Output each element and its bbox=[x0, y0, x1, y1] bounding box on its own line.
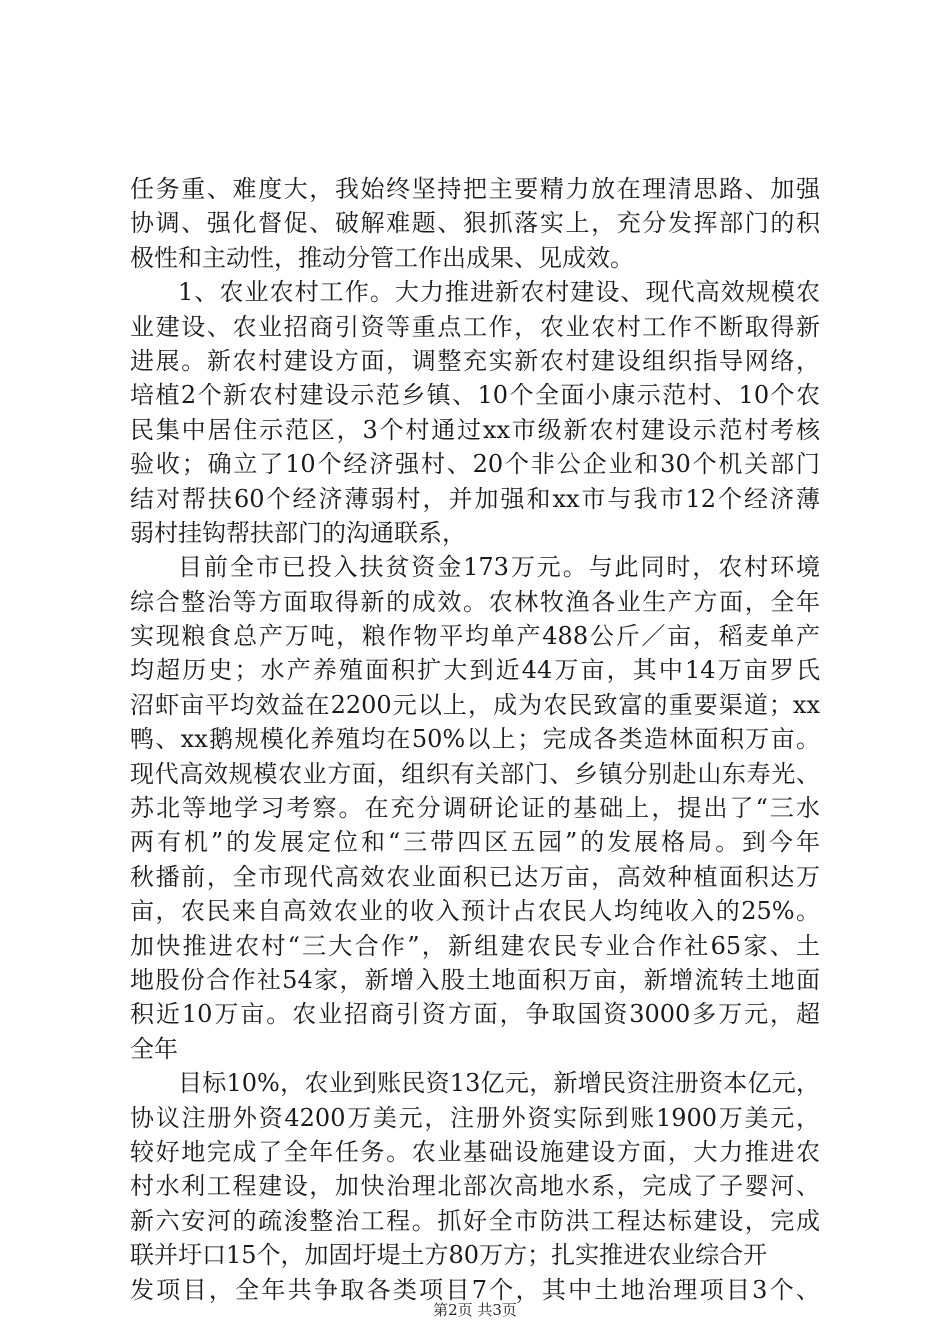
text-line: 业建设、农业招商引资等重点工作，农业农村工作不断取得新 bbox=[130, 312, 820, 341]
text-line: 任务重、难度大，我始终坚持把主要精力放在理清思路、加强 bbox=[130, 175, 820, 203]
page-footer: 第2页 共3页 bbox=[433, 1301, 517, 1319]
text-line: 培植2个新农村建设示范乡镇、10个全面小康示范村、10个农 bbox=[130, 381, 820, 410]
text-line: 结对帮扶60个经济薄弱村，并加强和xx市与我市12个经济薄 bbox=[130, 484, 820, 513]
text-line: 村水利工程建设，加快治理北部次高地水系，完成了子婴河、 bbox=[130, 1172, 820, 1201]
text-line: 实现粮食总产万吨，粮作物平均单产488公斤／亩，稻麦单产 bbox=[130, 622, 820, 651]
text-line: 极性和主动性，推动分管工作出成果、见成效。 bbox=[130, 243, 634, 272]
text-line: 新六安河的疏浚整治工程。抓好全市防洪工程达标建设，完成 bbox=[130, 1206, 820, 1235]
text-line: 地股份合作社54家，新增入股土地面积万亩，新增流转土地面 bbox=[130, 965, 820, 994]
text-line: 苏北等地学习考察。在充分调研论证的基础上，提出了“三水 bbox=[130, 794, 820, 823]
text-line: 沼虾亩平均效益在2200元以上，成为农民致富的重要渠道；xx bbox=[130, 690, 820, 719]
text-line: 进展。新农村建设方面，调整充实新农村建设组织指导网络， bbox=[130, 346, 820, 375]
text-line: 现代高效规模农业方面，组织有关部门、乡镇分别赴山东寿光、 bbox=[130, 759, 820, 788]
text-line: 均超历史；水产养殖面积扩大到近44万亩，其中14万亩罗氏 bbox=[130, 656, 820, 685]
text-line: 较好地完成了全年任务。农业基础设施建设方面，大力推进农 bbox=[130, 1137, 820, 1166]
text-line: 发项目，全年共争取各类项目7个，其中土地治理项目3个、 bbox=[130, 1275, 820, 1304]
text-line: 协调、强化督促、破解难题、狠抓落实上，充分发挥部门的积 bbox=[130, 209, 820, 238]
text-line: 两有机”的发展定位和“三带四区五园”的发展格局。到今年 bbox=[130, 828, 820, 857]
text-line: 验收；确立了10个经济强村、20个非公企业和30个机关部门 bbox=[130, 450, 820, 479]
text-line: 目标10%，农业到账民资13亿元，新增民资注册资本亿元， bbox=[178, 1069, 820, 1098]
text-line: 亩，农民来自高效农业的收入预计占农民人均纯收入的25%。 bbox=[130, 897, 820, 926]
text-line: 弱村挂钩帮扶部门的沟通联系， bbox=[130, 518, 466, 547]
text-line: 协议注册外资4200万美元，注册外资实际到账1900万美元， bbox=[130, 1103, 820, 1132]
text-line: 1、农业农村工作。大力推进新农村建设、现代高效规模农 bbox=[178, 278, 820, 307]
text-line: 联并圩口15个，加固圩堤土方80万方；扎实推进农业综合开 bbox=[130, 1241, 768, 1270]
text-line: 加快推进农村“三大合作”，新组建农民专业合作社65家、土 bbox=[130, 931, 820, 960]
text-line: 全年 bbox=[130, 1034, 178, 1063]
text-line: 综合整治等方面取得新的成效。农林牧渔各业生产方面，全年 bbox=[130, 587, 820, 616]
text-line: 积近10万亩。农业招商引资方面，争取国资3000多万元，超 bbox=[130, 1000, 820, 1029]
body-text bbox=[130, 172, 820, 1307]
text-line: 民集中居住示范区，3个村通过xx市级新农村建设示范村考核 bbox=[130, 415, 820, 444]
text-line: 鸭、xx鹅规模化养殖均在50%以上；完成各类造林面积万亩。 bbox=[130, 725, 820, 754]
text-line: 秋播前，全市现代高效农业面积已达万亩，高效种植面积达万 bbox=[130, 862, 820, 891]
text-line: 目前全市已投入扶贫资金173万元。与此同时，农村环境 bbox=[178, 553, 820, 582]
